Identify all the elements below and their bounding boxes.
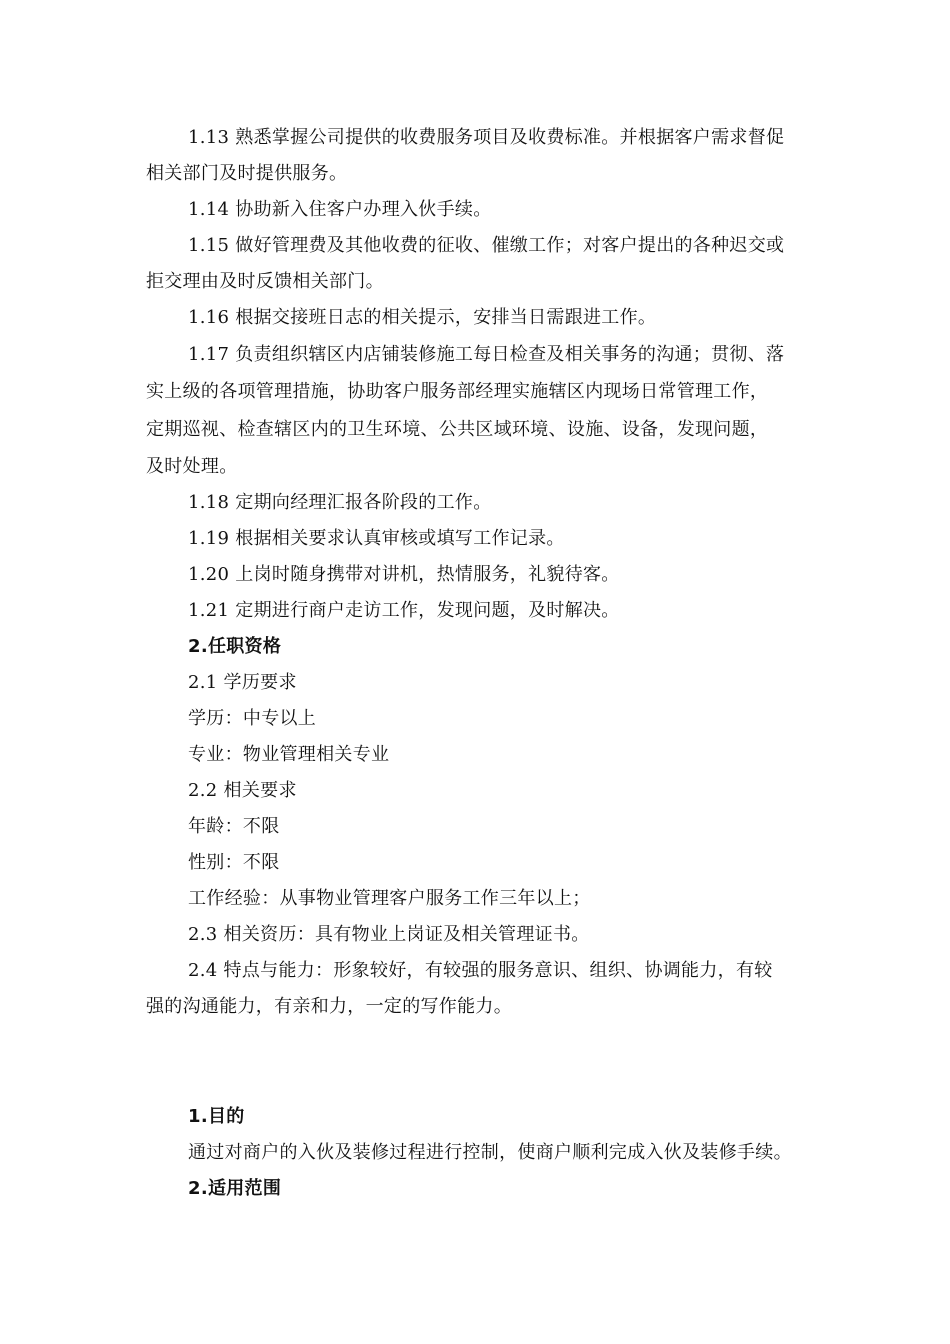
item-2-4-line-2: 强的沟通能力，有亲和力，一定的写作能力。 [146, 996, 512, 1017]
item-1-21: 1.21 定期进行商户走访工作，发现问题，及时解决。 [188, 600, 620, 621]
item-1-20: 1.20 上岗时随身携带对讲机，热情服务，礼貌待客。 [188, 564, 620, 585]
item-1-13-line-1: 1.13 熟悉掌握公司提供的收费服务项目及收费标准。并根据客户需求督促 [188, 127, 785, 148]
item-2-3: 2.3 相关资历：具有物业上岗证及相关管理证书。 [188, 924, 590, 945]
item-2-2: 2.2 相关要求 [188, 780, 297, 801]
item-1-16: 1.16 根据交接班日志的相关提示，安排当日需跟进工作。 [188, 307, 657, 328]
purpose-text: 通过对商户的入伙及装修过程进行控制，使商户顺利完成入伙及装修手续。 [188, 1142, 792, 1163]
heading-scope: 2.适用范围 [188, 1178, 282, 1199]
item-1-17-line-1: 1.17 负责组织辖区内店铺装修施工每日检查及相关事务的沟通；贯彻、落 [188, 344, 785, 365]
item-1-14: 1.14 协助新入住客户办理入伙手续。 [188, 199, 492, 220]
item-1-17-line-2: 实上级的各项管理措施，协助客户服务部经理实施辖区内现场日常管理工作， [146, 381, 769, 402]
heading-qualifications: 2.任职资格 [188, 636, 282, 657]
education-requirement: 学历：中专以上 [188, 708, 317, 729]
heading-purpose: 1.目的 [188, 1106, 245, 1127]
item-1-18: 1.18 定期向经理汇报各阶段的工作。 [188, 492, 492, 513]
item-2-1: 2.1 学历要求 [188, 672, 297, 693]
item-1-15-line-1: 1.15 做好管理费及其他收费的征收、催缴工作；对客户提出的各种迟交或 [188, 235, 785, 256]
item-1-19: 1.19 根据相关要求认真审核或填写工作记录。 [188, 528, 565, 549]
age-requirement: 年龄：不限 [188, 816, 280, 837]
item-1-15-line-2: 拒交理由及时反馈相关部门。 [146, 271, 384, 292]
gender-requirement: 性别：不限 [188, 852, 280, 873]
item-1-17-line-3: 定期巡视、检查辖区内的卫生环境、公共区域环境、设施、设备，发现问题， [146, 419, 769, 440]
item-2-4-line-1: 2.4 特点与能力：形象较好，有较强的服务意识、组织、协调能力，有较 [188, 960, 773, 981]
major-requirement: 专业：物业管理相关专业 [188, 744, 390, 765]
item-1-13-line-2: 相关部门及时提供服务。 [146, 163, 348, 184]
item-1-17-line-4: 及时处理。 [146, 456, 238, 477]
experience-requirement: 工作经验：从事物业管理客户服务工作三年以上； [188, 888, 591, 909]
